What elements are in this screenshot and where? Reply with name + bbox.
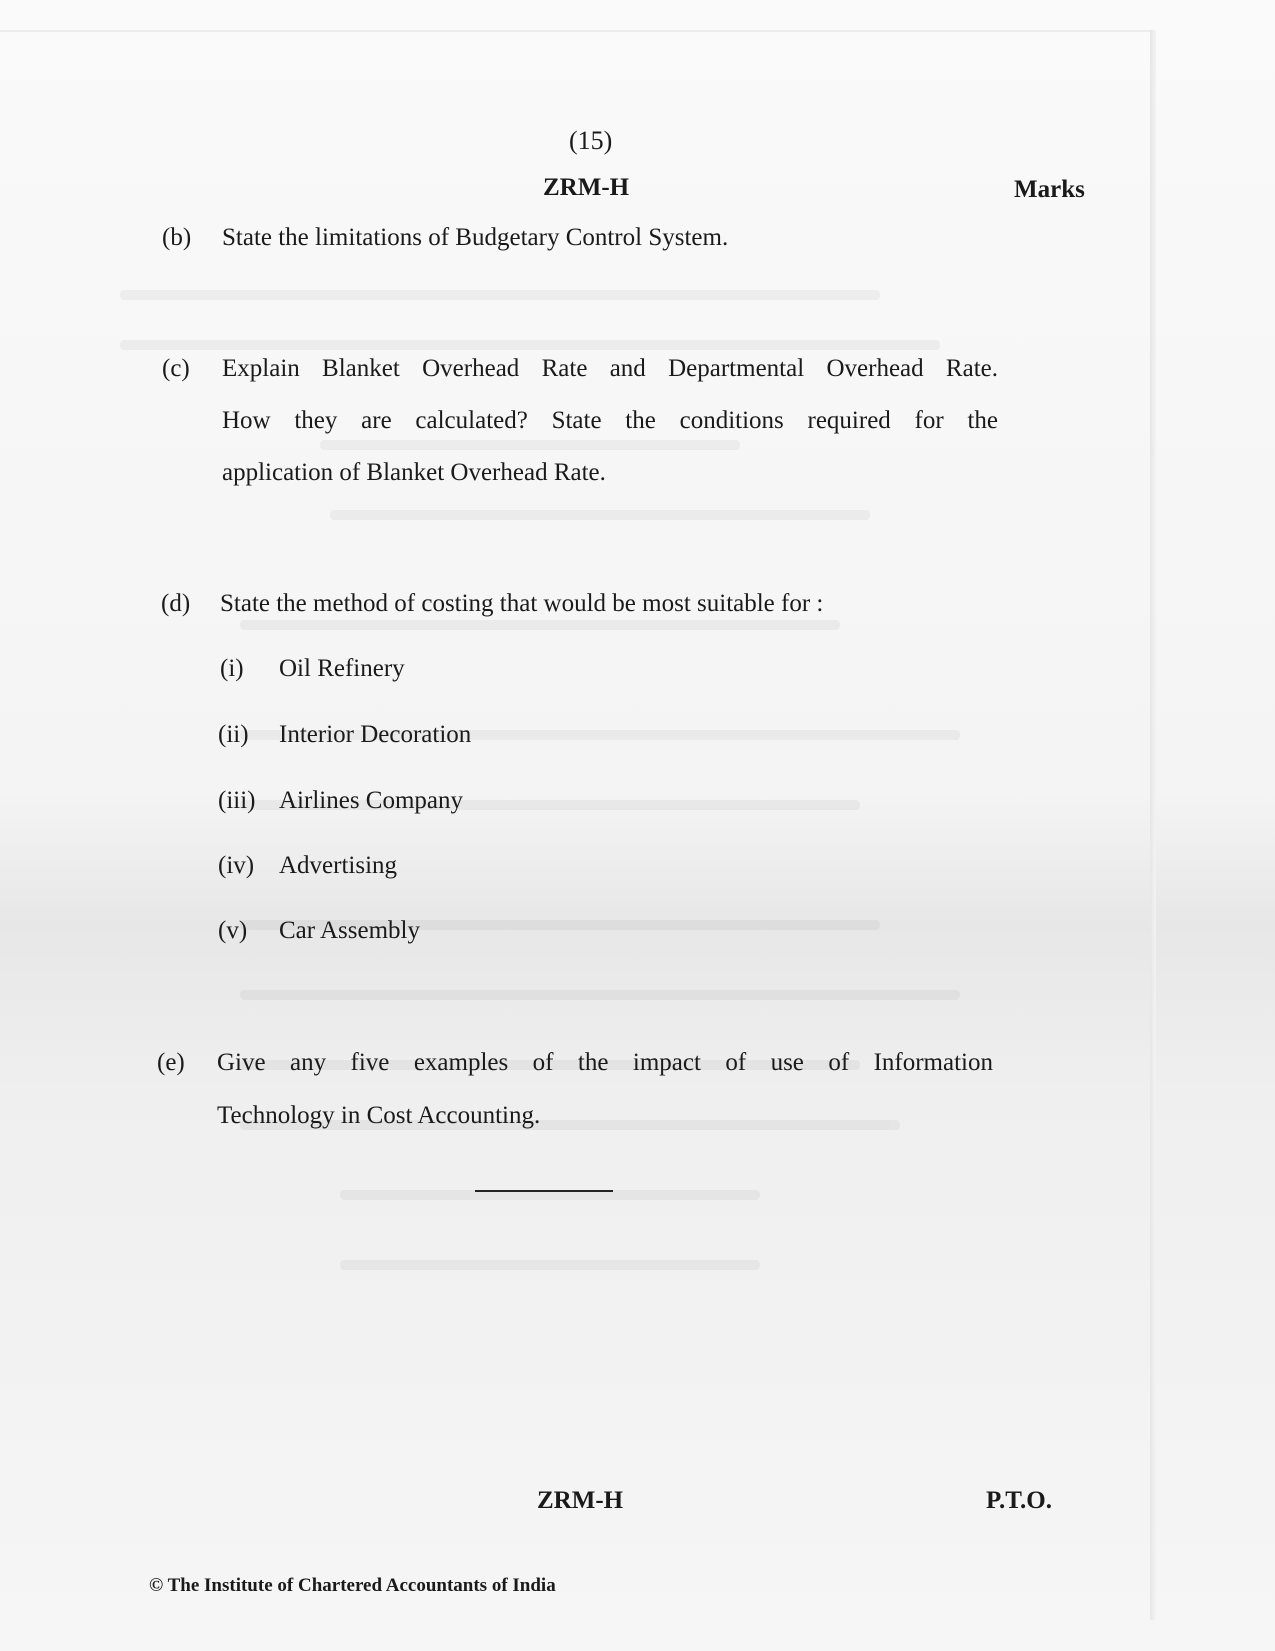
- question-e-line-1: Give any five examples of the impact of use of Information: [217, 1049, 993, 1076]
- paper-code-header: ZRM-H: [543, 174, 630, 201]
- sub-item-i-text: Oil Refinery: [279, 655, 405, 682]
- scan-edge-right: [1150, 30, 1156, 1620]
- end-of-section-rule: [475, 1190, 613, 1192]
- question-e-label: (e): [157, 1049, 185, 1076]
- sub-item-iii-text: Airlines Company: [279, 787, 464, 814]
- sub-item-iii-label: (iii): [218, 787, 256, 814]
- question-c-label: (c): [162, 355, 190, 382]
- marks-column-header: Marks: [1014, 176, 1085, 203]
- question-e-line-2: Technology in Cost Accounting.: [217, 1102, 541, 1129]
- sub-item-ii-text: Interior Decoration: [279, 721, 472, 748]
- scan-edge-top: [0, 30, 1156, 32]
- question-d-label: (d): [161, 590, 191, 617]
- question-c-line-1: Explain Blanket Overhead Rate and Departmental Overhead Rate.: [222, 355, 998, 382]
- question-c-line-2: How they are calculated? State the conditions required for the: [222, 407, 998, 434]
- question-d-text: State the method of costing that would be most suitable for :: [220, 590, 824, 617]
- question-b-text: State the limitations of Budgetary Control System.: [222, 224, 729, 251]
- sub-item-v-text: Car Assembly: [279, 917, 420, 944]
- sub-item-ii-label: (ii): [218, 721, 249, 748]
- please-turn-over-label: P.T.O.: [986, 1487, 1052, 1514]
- page-number: (15): [569, 126, 613, 155]
- question-b-label: (b): [162, 224, 192, 251]
- sub-item-iv-label: (iv): [218, 852, 255, 879]
- paper-code-footer: ZRM-H: [537, 1487, 624, 1514]
- sub-item-i-label: (i): [220, 655, 244, 682]
- question-c-line-3: application of Blanket Overhead Rate.: [222, 459, 606, 486]
- copyright-notice: © The Institute of Chartered Accountants of India: [149, 1575, 556, 1596]
- sub-item-v-label: (v): [218, 917, 248, 944]
- sub-item-iv-text: Advertising: [279, 852, 398, 879]
